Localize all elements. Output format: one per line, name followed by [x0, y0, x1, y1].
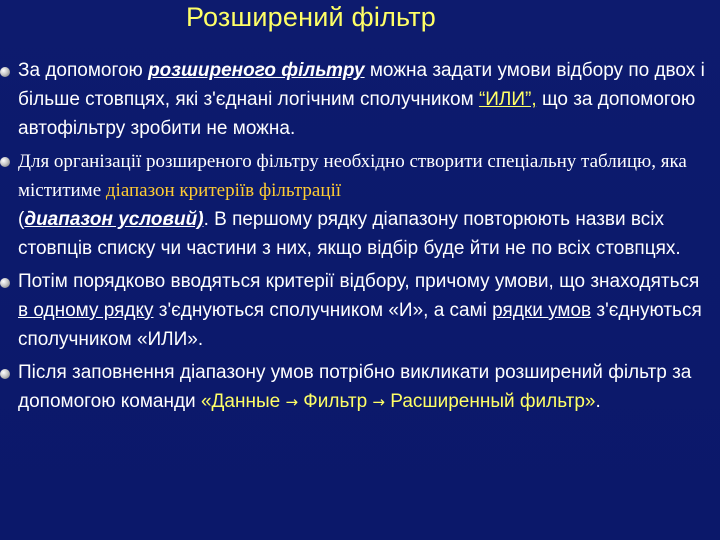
- text: можна задати умови відбору по двох і більше стовпцях, які з'єднані логічним сполучником: [18, 60, 705, 110]
- highlight-criteria-range: діапазон критеріїв фільтрації: [105, 180, 342, 201]
- bullet-icon: [0, 369, 10, 379]
- bullet-icon: [0, 157, 10, 167]
- menu-path: [201, 391, 596, 412]
- menu-path-part: «Данные: [200, 391, 286, 412]
- text: .: [595, 391, 601, 412]
- bullet-item-1: [0, 56, 712, 143]
- underlined-term: в одному рядку: [18, 300, 154, 321]
- text: Після заповнення діапазону умов потрібно викликати розширений фільтр за допомогою команди: [18, 362, 692, 412]
- bullet-item-2: [0, 147, 712, 263]
- arrow-right-icon: →: [372, 393, 385, 411]
- slide-title: Розширений фільтр: [186, 2, 436, 32]
- text: Потім порядково вводяться критерії відбору, причому умови, що знаходяться: [18, 271, 700, 292]
- menu-path-part: Расширенный фильтр»: [385, 391, 596, 412]
- bullet-icon: [0, 278, 10, 288]
- bullet-item-4: [0, 358, 712, 417]
- text: (: [18, 209, 25, 230]
- text: Для організації розширеного фільтру необхідно створити спеціальну таблицю, яка міститиме: [18, 151, 687, 201]
- underlined-term: рядки умов: [492, 300, 592, 321]
- text: з'єднуються сполучником «ИЛИ».: [18, 300, 702, 350]
- emphasis-term: диапазон условий): [24, 209, 204, 230]
- arrow-right-icon: →: [285, 393, 299, 411]
- text: що за допомогою автофільтру зробити не можна.: [18, 89, 696, 139]
- bullet-icon: [0, 67, 10, 77]
- bullet-item-3: [0, 267, 712, 354]
- emphasis-term: розширеного фільтру: [148, 60, 365, 81]
- text: За допомогою: [18, 60, 149, 81]
- slide-content: [0, 56, 712, 421]
- menu-path-part: Фильтр: [298, 391, 373, 412]
- highlight-or: “ИЛИ”,: [478, 89, 537, 110]
- text: . В першому рядку діапазону повторюють назви всіх стовпців списку чи частини з них, якщо відбір буде йти не по всіх стовпцях.: [18, 209, 681, 259]
- text: з'єднуються сполучником «И», а самі: [153, 300, 493, 321]
